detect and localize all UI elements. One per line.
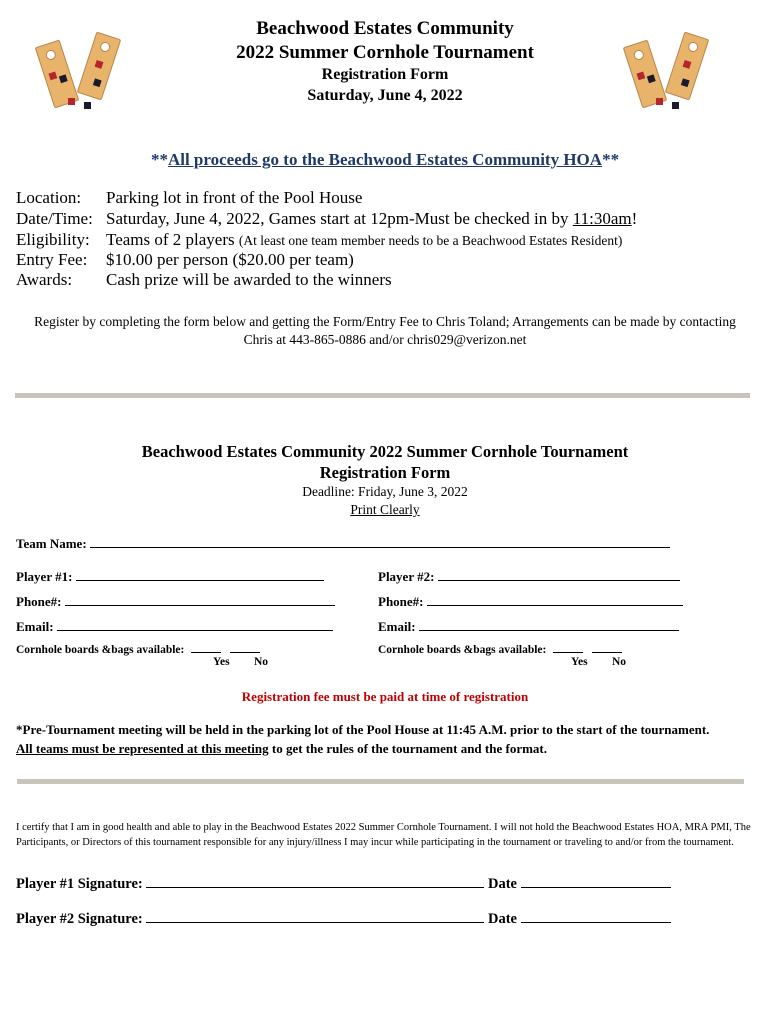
player1-signature-label: Player #1 Signature: bbox=[16, 876, 143, 892]
info-label-entry-fee: Entry Fee: bbox=[16, 250, 88, 269]
player1-phone-line[interactable] bbox=[65, 593, 335, 606]
player1-line[interactable] bbox=[76, 568, 324, 581]
header-title: Beachwood Estates Community bbox=[256, 18, 514, 39]
player1-boards-label: Cornhole boards &bags available: bbox=[16, 644, 185, 656]
player1-signature-line[interactable] bbox=[146, 874, 484, 888]
player2-date-label: Date bbox=[487, 911, 517, 927]
team-name-line[interactable] bbox=[90, 535, 670, 548]
eligibility-text: Teams of 2 players bbox=[106, 230, 239, 249]
section-divider bbox=[15, 393, 750, 398]
player1-field[interactable] bbox=[16, 568, 324, 585]
player1-boards-field bbox=[16, 642, 260, 656]
certification-text: I certify that I am in good health and able to play in the Beachwood Estates 2022 Summer Cornhole Tournament. I will not hold the Beachwood Estates HOA, MRA PMI, The Participants, or Directors of this tournament responsible for any injury/illness I may incur while participating in the tournament or traveling to and/or from the tournament. bbox=[16, 822, 751, 848]
eligibility-note: (At least one team member needs to be a Beachwood Estates Resident) bbox=[238, 233, 623, 248]
deadline: Deadline: Friday, June 3, 2022 bbox=[302, 484, 468, 499]
player2-phone-label: Phone#: bbox=[378, 594, 424, 609]
player2-date-line[interactable] bbox=[521, 909, 671, 923]
player2-signature-field[interactable] bbox=[16, 909, 671, 928]
player2-boards-field bbox=[378, 642, 622, 656]
player1-email-label: Email: bbox=[16, 619, 54, 634]
player2-boards-label: Cornhole boards &bags available: bbox=[378, 644, 547, 656]
info-value-entry-fee: $10.00 per person ($20.00 per team) bbox=[106, 250, 354, 269]
player2-email-line[interactable] bbox=[419, 618, 679, 631]
info-value-location: Parking lot in front of the Pool House bbox=[106, 188, 363, 207]
player1-boards-yes-line[interactable] bbox=[191, 642, 221, 653]
datetime-text: Saturday, June 4, 2022, Games start at 12pm-Must be checked in by bbox=[106, 209, 573, 228]
pre-tournament-emphasis: All teams must be represented at this meeting bbox=[16, 741, 269, 756]
player2-label: Player #2: bbox=[378, 569, 435, 584]
checkin-time: 11:30am bbox=[572, 209, 632, 228]
section-divider bbox=[17, 779, 744, 784]
player1-phone-label: Phone#: bbox=[16, 594, 62, 609]
player2-boards-no-line[interactable] bbox=[592, 642, 622, 653]
header-form-label: Registration Form bbox=[321, 66, 449, 83]
player2-email-field[interactable] bbox=[378, 618, 679, 635]
player1-date-label: Date bbox=[487, 876, 517, 892]
player2-signature-label: Player #2 Signature: bbox=[16, 911, 143, 927]
player1-email-line[interactable] bbox=[57, 618, 333, 631]
player2-phone-line[interactable] bbox=[427, 593, 683, 606]
player1-no-label: No bbox=[254, 656, 269, 668]
player1-date-line[interactable] bbox=[521, 874, 671, 888]
info-label-location: Location: bbox=[16, 188, 82, 207]
header-date: Saturday, June 4, 2022 bbox=[307, 87, 463, 104]
info-label-eligibility: Eligibility: bbox=[16, 230, 90, 249]
player1-yes-label: Yes bbox=[213, 656, 230, 668]
form-subtitle: Registration Form bbox=[319, 463, 451, 482]
proceeds-suffix: ** bbox=[602, 150, 620, 169]
player1-email-field[interactable] bbox=[16, 618, 333, 635]
print-clearly-note: Print Clearly bbox=[350, 502, 420, 517]
player2-line[interactable] bbox=[438, 568, 680, 581]
proceeds-prefix: ** bbox=[150, 150, 168, 169]
player1-signature-field[interactable] bbox=[16, 874, 671, 893]
player2-phone-field[interactable] bbox=[378, 593, 683, 610]
player2-signature-line[interactable] bbox=[146, 909, 484, 923]
info-value-awards: Cash prize will be awarded to the winners bbox=[106, 270, 392, 289]
registration-fee-note: Registration fee must be paid at time of registration bbox=[241, 689, 529, 704]
header-subtitle: 2022 Summer Cornhole Tournament bbox=[236, 42, 534, 63]
player1-boards-no-line[interactable] bbox=[230, 642, 260, 653]
team-name-label: Team Name: bbox=[16, 536, 87, 551]
player2-no-label: No bbox=[612, 656, 627, 668]
register-instructions: Register by completing the form below and getting the Form/Entry Fee to Chris Toland; Arrangements can be made by contacting Chris at 443-865-0886 and/or chris029@verizon.net bbox=[34, 314, 736, 347]
info-value-datetime bbox=[106, 208, 637, 229]
info-label-datetime: Date/Time: bbox=[16, 209, 93, 228]
proceeds-note bbox=[0, 150, 770, 170]
player2-email-label: Email: bbox=[378, 619, 416, 634]
team-name-field[interactable] bbox=[16, 535, 670, 552]
player1-label: Player #1: bbox=[16, 569, 73, 584]
datetime-suffix: ! bbox=[631, 209, 638, 228]
form-title: Beachwood Estates Community 2022 Summer Cornhole Tournament bbox=[141, 442, 629, 461]
player2-field[interactable] bbox=[378, 568, 680, 585]
pre-tournament-note bbox=[16, 720, 716, 758]
info-label-awards: Awards: bbox=[16, 270, 73, 289]
pre-tournament-suffix: to get the rules of the tournament and the format. bbox=[268, 741, 547, 756]
player1-phone-field[interactable] bbox=[16, 593, 335, 610]
proceeds-text: All proceeds go to the Beachwood Estates Community HOA bbox=[167, 150, 603, 169]
info-value-eligibility bbox=[106, 229, 622, 251]
pre-tournament-text: *Pre-Tournament meeting will be held in the parking lot of the Pool House at 11:45 A.M. prior to the start of the tournament. bbox=[16, 722, 710, 737]
player2-boards-yes-line[interactable] bbox=[553, 642, 583, 653]
player2-yes-label: Yes bbox=[571, 656, 588, 668]
